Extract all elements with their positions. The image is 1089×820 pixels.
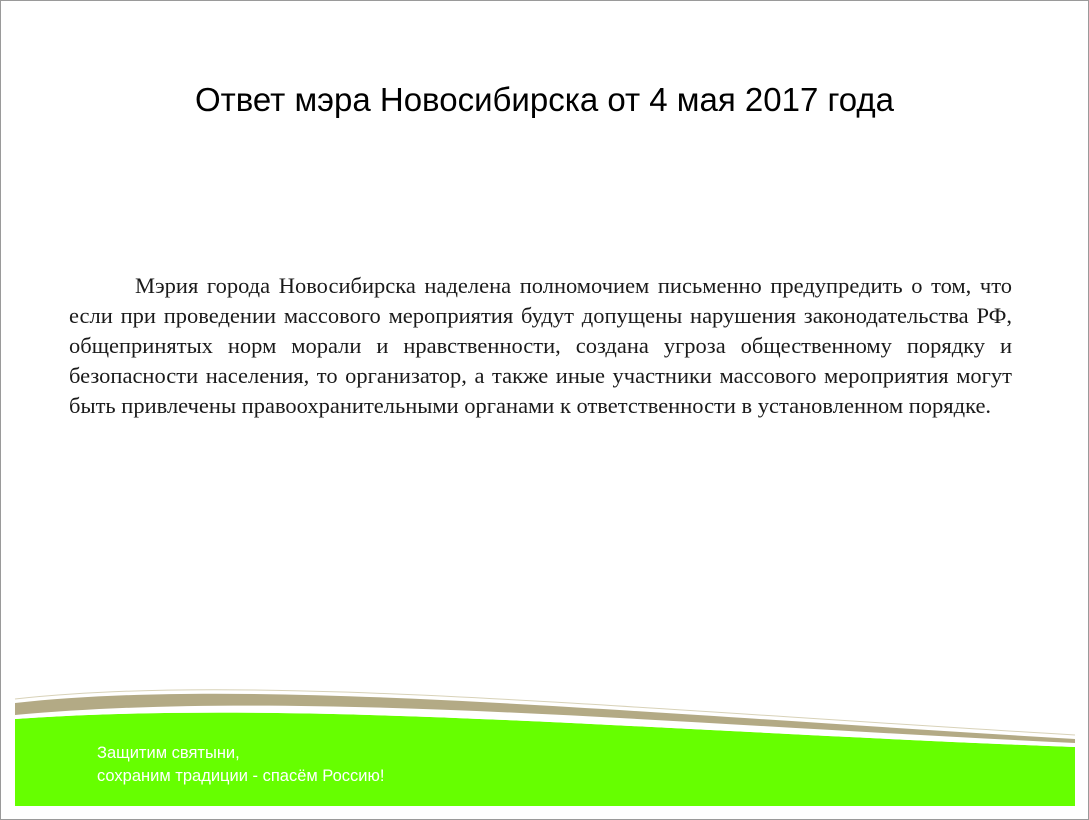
letter-excerpt: Мэрия города Новосибирска наделена полномочием письменно предупредить о том, что если при проведении массового мероприятия будут допущены нарушения законодательства РФ, общепринятых норм морали и нравственности, создана угроза общественному порядку и безопасности населения, то организатор, а также иные участники массового мероприятия могут быть привлечены правоохранительными органами к ответственности в установленном порядке. <box>69 273 1012 418</box>
footer-slogan <box>97 742 384 788</box>
slide-title: Ответ мэра Новосибирска от 4 мая 2017 года <box>194 81 895 118</box>
footer-slogan-line-2: сохраним традиции - спасём Россию! <box>97 767 385 785</box>
footer-slogan-line-1: Защитим святыни, <box>97 744 240 762</box>
